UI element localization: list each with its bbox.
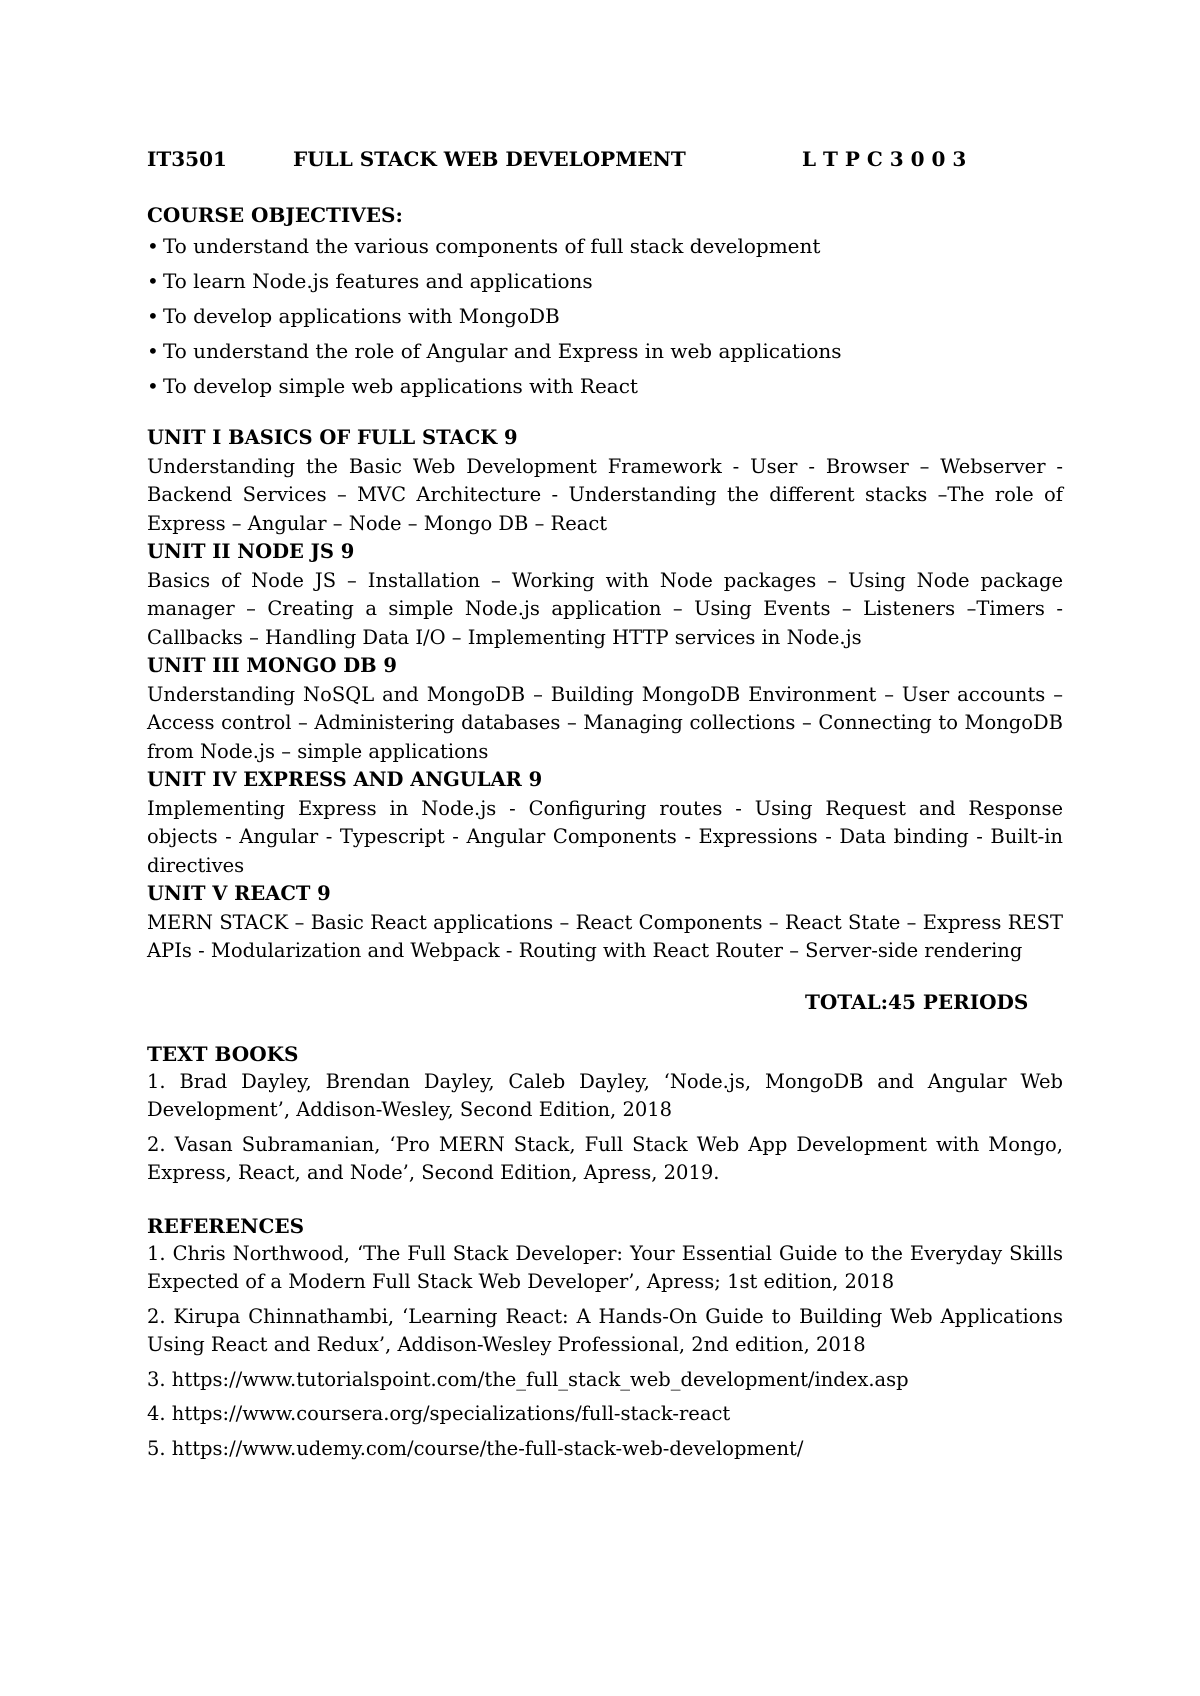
unit-3-body: Understanding NoSQL and MongoDB – Building MongoDB Environment – User accounts – Access control – Administering databases – Managing collections – Connecting to MongoDB from Node.js – simple applications <box>147 682 1063 763</box>
text-book-entry: 2. Vasan Subramanian, ‘Pro MERN Stack, Full Stack Web App Development with Mongo, Express, React, and Node’, Second Edition, Apress, 2019. <box>147 1132 1063 1184</box>
references-section <box>147 1212 1063 1464</box>
bullet-icon: • <box>147 339 159 363</box>
unit-3-title: UNIT III MONGO DB 9 <box>147 654 397 677</box>
bullet-icon: • <box>147 234 159 258</box>
reference-entry: 1. Chris Northwood, ‘The Full Stack Developer: Your Essential Guide to the Everyday Skills Expected of a Modern Full Stack Web Developer’, Apress; 1st edition, 2018 <box>147 1241 1063 1293</box>
objective-item <box>147 264 1063 299</box>
objective-item <box>147 299 1063 334</box>
unit-1-title: UNIT I BASICS OF FULL STACK 9 <box>147 426 518 449</box>
objective-item <box>147 229 1063 264</box>
objective-item <box>147 369 1063 404</box>
reference-link: 5. https://www.udemy.com/course/the-full-stack-web-development/ <box>147 1436 804 1460</box>
objective-text: To understand the role of Angular and Express in web applications <box>163 339 842 363</box>
unit-5-body: MERN STACK – Basic React applications – React Components – React State – Express REST APIs - Modularization and Webpack - Routing with React Router – Server-side rendering <box>147 910 1063 962</box>
objective-text: To learn Node.js features and applications <box>163 269 593 293</box>
unit-5-title: UNIT V REACT 9 <box>147 882 331 905</box>
reference-entry: 2. Kirupa Chinnathambi, ‘Learning React: A Hands-On Guide to Building Web Applications Using React and Redux’, Addison-Wesley Professional, 2nd edition, 2018 <box>147 1304 1063 1356</box>
bullet-icon: • <box>147 374 159 398</box>
text-books-section <box>147 1040 1063 1188</box>
objective-item <box>147 334 1063 369</box>
unit-1-body: Understanding the Basic Web Development Framework - User - Browser – Webserver - Backend Services – MVC Architecture - Understanding the different stacks –The role of Express – Angular – Node – Mongo DB – React <box>147 454 1063 535</box>
course-code: IT3501 <box>147 147 227 171</box>
unit-4-title: UNIT IV EXPRESS AND ANGULAR 9 <box>147 768 543 791</box>
ltpc-credits: L T P C 3 0 0 3 <box>802 147 967 171</box>
reference-link: 3. https://www.tutorialspoint.com/the_full_stack_web_development/index.asp <box>147 1367 909 1391</box>
objective-text: To develop applications with MongoDB <box>163 304 560 328</box>
total-periods: TOTAL:45 PERIODS <box>805 989 1029 1014</box>
units-section <box>147 424 1063 966</box>
unit-2-body: Basics of Node JS – Installation – Working with Node packages – Using Node package manager – Creating a simple Node.js application – Using Events – Listeners –Timers - Callbacks – Handling Data I/O – Implementing HTTP services in Node.js <box>147 568 1063 649</box>
objective-text: To develop simple web applications with React <box>163 374 638 398</box>
course-header <box>147 147 1063 177</box>
syllabus-page <box>147 147 1063 1469</box>
objectives-heading: COURSE OBJECTIVES: <box>147 203 403 227</box>
objectives-list <box>147 229 1063 404</box>
unit-2-title: UNIT II NODE JS 9 <box>147 540 355 563</box>
references-heading: REFERENCES <box>147 1213 305 1238</box>
bullet-icon: • <box>147 269 159 293</box>
text-book-entry: 1. Brad Dayley, Brendan Dayley, Caleb Dayley, ‘Node.js, MongoDB and Angular Web Development’, Addison-Wesley, Second Edition, 2018 <box>147 1069 1063 1121</box>
bullet-icon: • <box>147 304 159 328</box>
text-books-heading: TEXT BOOKS <box>147 1041 299 1066</box>
course-title: FULL STACK WEB DEVELOPMENT <box>293 147 686 171</box>
reference-link: 4. https://www.coursera.org/specializations/full-stack-react <box>147 1402 731 1425</box>
unit-4-body: Implementing Express in Node.js - Configuring routes - Using Request and Response objects - Angular - Typescript - Angular Components - Expressions - Data binding - Built-in directives <box>147 796 1063 877</box>
objective-text: To understand the various components of full stack development <box>163 234 821 258</box>
